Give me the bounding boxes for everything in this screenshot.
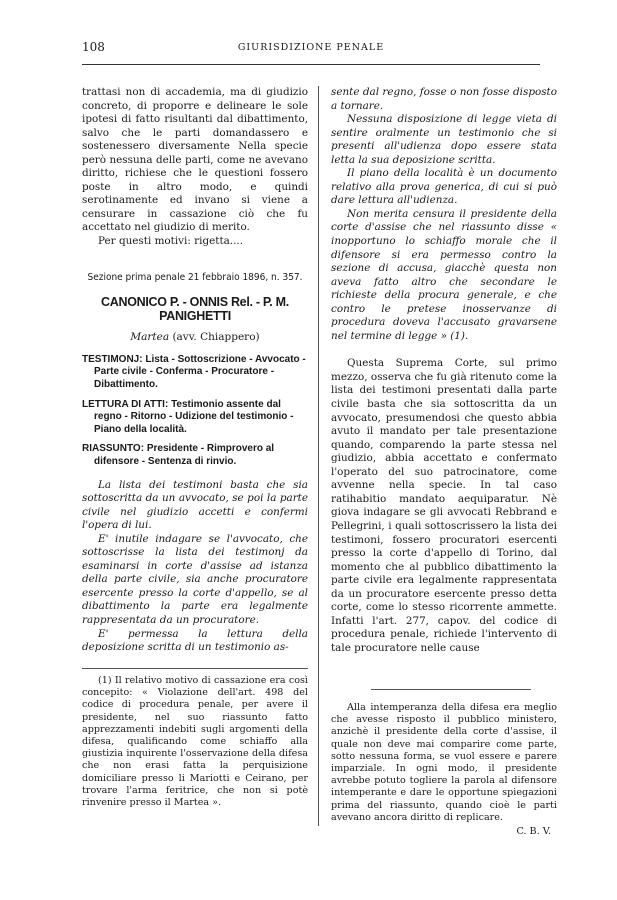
keyword-body: Lista - Sottoscrizione - Avvocato - Parte civile - Conferma - Procuratore - Dibattimento. [94,353,306,390]
keyword-head: RIASSUNTO: [82,443,145,455]
running-header [82,40,540,60]
header-rule [82,64,540,65]
party-counsel: (avv. Chiappero) [172,331,260,344]
column-divider [318,86,319,826]
keyword-block [82,399,308,437]
party-line [82,331,308,345]
left-column [82,86,308,655]
names-line: CANONICO P. - ONNIS Rel. - P. M. PANIGHETTI [101,295,289,323]
page-number: 108 [82,40,105,54]
maxim-1: La lista dei testimoni basta che sia sottoscritta da un avvocato, se poi la parte civile nel giudizio accetti e confermi l'opera di lui. [82,478,308,532]
maxim-3: E' permessa la lettura della deposizione scritta di un testimonio as- [82,627,308,654]
right-footnote [331,680,557,838]
maxim-5: Il piano della località è un documento relativo alla prova generica, di cui si può dare lettura all'udienza. [331,167,557,207]
footnote-text: (1) Il relativo motivo di cassazione era così concepito: « Violazione dell'art. 498 del codice di procedura penale, per avere il presidente, nel suo riassunto fatto apprezzamenti indebiti sugli argomenti della difesa, qualificando come schiaffo alla giustizia inquirente l'osservazione della difesa che non erasi fatta la perquisizione domiciliare presso li Mariotti e Ceirano, per trovare l'arma feritrice, che non si potè rinvenire presso il Martea ». [82,675,308,809]
running-title: GIURISDIZIONE PENALE [237,42,385,53]
maxim-3-continued: sente dal regno, fosse o non fosse disposto a tornare. [331,86,557,112]
continuation-text: trattasi non di accademia, ma di giudizio concreto, di proporre e delineare le sole ipotesi di fatto risultanti dal dibattimento, salvo che le parti domandassero e sostenessero diversamente Nella specie però nessuna delle parti, come ne avevano diritto, richiese che le questioni fossero poste in altro modo, e quindi serotinamente ed invano si viene a censurare in cassazione ciò che fu accettato nel giudizio di merito. [82,86,308,234]
keyword-head: LETTURA DI ATTI: [82,398,169,410]
maxim-2: E' inutile indagare se l'avvocato, che sottoscrisse la lista dei testimonj da esaminarsi in corte d'assise ad istanza della parte civile, sia anche procuratore esercente presso la corte d'appello, se al dibattimento la parte era legalmente rappresentata da un procuratore. [82,532,308,626]
maxim-6: Non merita censura il presidente della corte d'assise che nel riassunto disse « inopportuno lo schiaffo morale che il difensore si era permesso contro la sezione di accusa, giacchè questa non aveva fatto altro che secondare le richieste della procura generale, e che contro le pretese inosservanze di procedura doveva l'accusato gravarsene nel termine di legge » (1). [331,207,557,342]
right-column [331,86,557,655]
party-name: Martea [130,331,170,344]
keyword-body: Presidente - Rimprovero al difensore - Sentenza di rinvio. [94,443,275,467]
conclusion: Per questi motivi: rigetta.... [98,235,244,248]
keyword-block [82,443,308,468]
keyword-body: Testimonio assente dal regno - Ritorno - Udizione del testimonio - Piano della località. [94,398,294,435]
section-line: Sezione prima penale 21 febbraio 1896, n. 357. [87,271,303,283]
signature: C. B. V. [516,826,551,838]
footnote-continued: Alla intemperanza della difesa era meglio che avesse risposto il pubblico ministero, anzichè il presidente della corte d'assise, il quale non deve mai comparire come parte, sotto nessuna forma, se vuol essere e parere imparziale. In ogni modo, il presidente avrebbe potuto togliere la parola al difensore intemperante e dare le opportune spiegazioni prima del riassunto, quando cioè le parti avevano ancora diritto di replicare. [331,702,557,823]
right-footnote-rule [371,689,531,690]
keyword-block [82,354,308,392]
footnote-rule [82,668,308,669]
decision-body: Questa Suprema Corte, sul primo mezzo, osserva che fu già ritenuto come la lista dei testimoni presentati dalla parte civile basta che sia sottoscritta da un avvocato, presumendosi che questo abbia avuto il mandato per tale presentazione quando, comparendo la parte stessa nel giudizio, abbia accettato e confermato l'operato del suo patrocinatore, come avvenne nella specie. In tal caso ratihabitio mandato aequiparatur. Nè giova indagare se gli avvocati Rebbrand e Pellegrini, i quali sottoscrissero la lista dei testimoni, fossero procuratori esercenti presso la corte d'appello di Torino, dal momento che al pubblico dibattimento la parte civile era legalmente rappresentata da un procuratore esercente presso detta corte, come lo stesso ricorrente ammette. Infatti l'art. 277, capov. del codice di procedura penale, richiede l'intervento di tale procuratore nelle cause [331,357,557,654]
keyword-head: TESTIMONJ: [82,353,143,365]
footnote [82,675,308,809]
maxim-4: Nessuna disposizione di legge vieta di sentire oralmente un testimonio che si presenti all'udienza dopo essere stata letta la sua deposizione scritta. [331,113,557,166]
